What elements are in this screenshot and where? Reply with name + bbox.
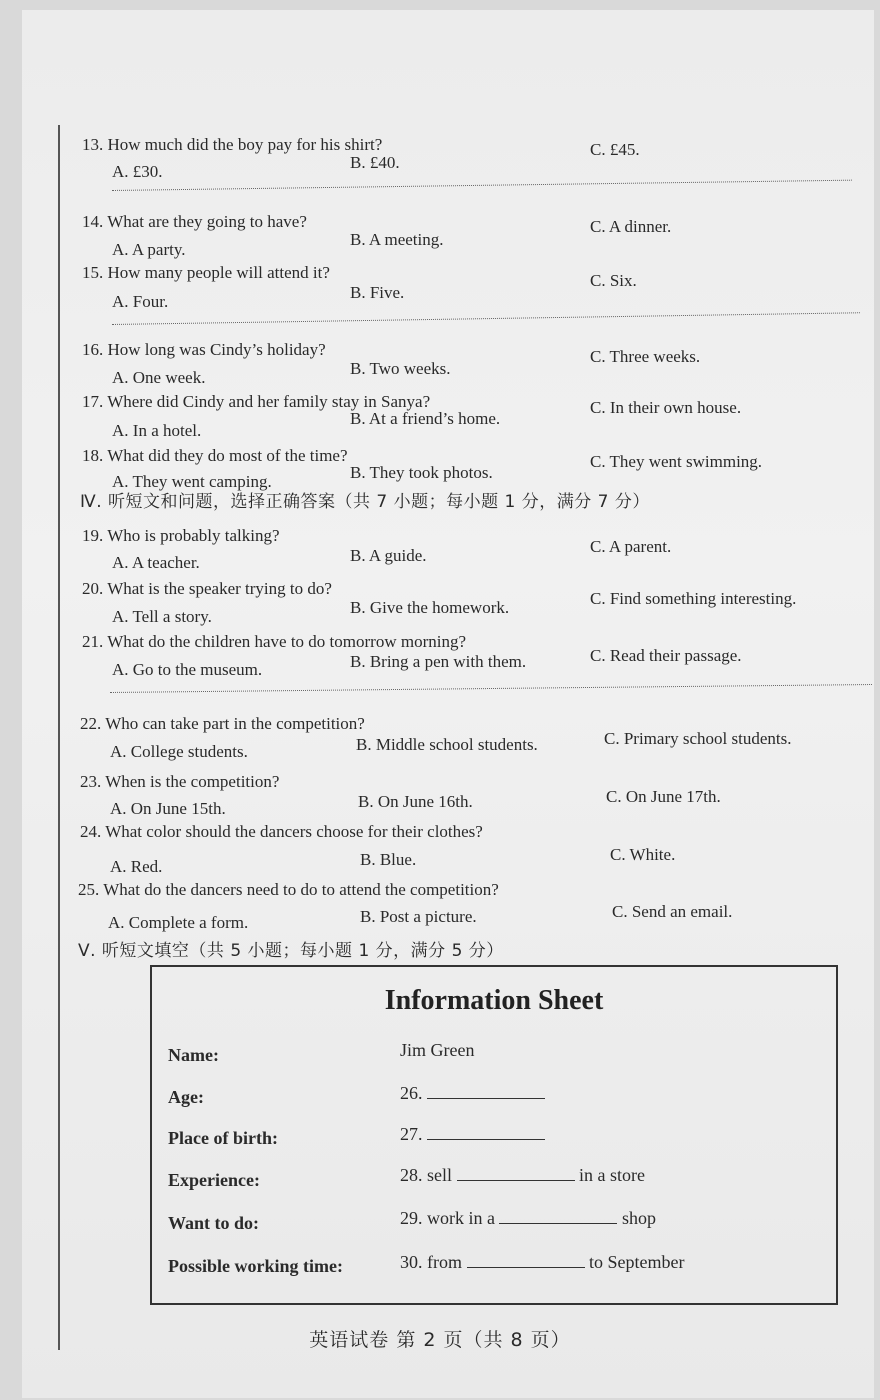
option-b: B. On June 16th.: [358, 792, 473, 811]
answer-blank[interactable]: [457, 1166, 575, 1181]
want-to-do-blank-29: 29. work in a shop: [400, 1208, 656, 1228]
information-sheet: [150, 965, 838, 1305]
option-b: B. Middle school students.: [356, 735, 538, 754]
option-b: B. At a friend’s home.: [350, 409, 501, 428]
name-label: Name:: [168, 1045, 219, 1065]
option-a: A. A party.: [112, 240, 186, 259]
option-c: C. Send an email.: [612, 902, 733, 921]
option-c: C. They went swimming.: [590, 452, 763, 471]
information-sheet-title: Information Sheet: [384, 985, 604, 1016]
option-c: C. A dinner.: [590, 217, 672, 236]
option-a: A. £30.: [112, 162, 163, 181]
option-a: A. They went camping.: [112, 472, 272, 491]
option-b: B. Five.: [350, 283, 405, 302]
option-c: C. Three weeks.: [590, 347, 701, 366]
option-b: B. Post a picture.: [360, 907, 477, 926]
option-a: A. Four.: [112, 292, 169, 311]
option-c: C. Find something interesting.: [590, 589, 797, 608]
age-blank-26: 26.: [400, 1083, 545, 1104]
question-14: 14. What are they going to have?: [82, 212, 307, 231]
option-b: B. A guide.: [350, 546, 427, 565]
section-v-heading: Ⅴ. 听短文填空（共 5 小题；每小题 1 分，满分 5 分）: [78, 941, 504, 961]
question-13: 13. How much did the boy pay for his shirt?: [82, 135, 383, 154]
section-iv-heading: Ⅳ. 听短文和问题，选择正确答案（共 7 小题；每小题 1 分，满分 7 分）: [80, 492, 650, 512]
question-19: 19. Who is probably talking?: [82, 526, 280, 545]
option-a: A. A teacher.: [112, 553, 200, 572]
answer-blank[interactable]: [499, 1209, 617, 1224]
page-footer: 英语试卷 第 2 页（共 8 页）: [309, 1329, 571, 1351]
place-of-birth-label: Place of birth:: [168, 1128, 278, 1148]
answer-blank[interactable]: [427, 1084, 545, 1099]
experience-label: Experience:: [168, 1170, 260, 1190]
option-c: C. Six.: [590, 271, 637, 290]
option-b: B. Bring a pen with them.: [350, 652, 527, 671]
question-16: 16. How long was Cindy’s holiday?: [82, 340, 326, 359]
question-21: 21. What do the children have to do tomorrow morning?: [82, 632, 466, 651]
binding-margin-line: [58, 125, 60, 1350]
question-20: 20. What is the speaker trying to do?: [82, 579, 332, 598]
option-b: B. Two weeks.: [350, 359, 451, 378]
option-a: A. Tell a story.: [112, 607, 212, 626]
working-time-blank-30: 30. from to September: [400, 1252, 685, 1272]
option-a: A. In a hotel.: [112, 421, 202, 440]
answer-blank[interactable]: [427, 1125, 545, 1140]
option-c: C. White.: [610, 845, 676, 864]
answer-blank[interactable]: [467, 1253, 585, 1268]
question-25: 25. What do the dancers need to do to attend the competition?: [78, 880, 499, 899]
option-c: C. On June 17th.: [606, 787, 721, 806]
option-a: A. Red.: [110, 857, 163, 876]
option-c: C. A parent.: [590, 537, 672, 556]
age-label: Age:: [168, 1087, 204, 1107]
option-b: B. They took photos.: [350, 463, 493, 482]
want-to-do-label: Want to do:: [168, 1213, 260, 1233]
option-a: A. Complete a form.: [108, 913, 249, 932]
option-a: A. One week.: [112, 368, 206, 387]
option-b: B. A meeting.: [350, 230, 444, 249]
option-a: A. On June 15th.: [110, 799, 226, 818]
place-of-birth-blank-27: 27.: [400, 1124, 545, 1145]
option-b: B. Give the homework.: [350, 598, 510, 617]
option-a: A. College students.: [110, 742, 248, 761]
option-c: C. Read their passage.: [590, 646, 742, 665]
name-value: Jim Green: [400, 1040, 475, 1060]
question-18: 18. What did they do most of the time?: [82, 446, 348, 465]
question-15: 15. How many people will attend it?: [82, 263, 330, 282]
option-b: B. £40.: [350, 153, 400, 172]
possible-working-time-label: Possible working time:: [168, 1256, 343, 1276]
experience-blank-28: 28. sell in a store: [400, 1165, 645, 1185]
option-c: C. £45.: [590, 140, 640, 159]
question-17: 17. Where did Cindy and her family stay in Sanya?: [82, 392, 431, 411]
option-c: C. In their own house.: [590, 398, 742, 417]
option-b: B. Blue.: [360, 850, 417, 869]
question-23: 23. When is the competition?: [80, 772, 280, 791]
question-24: 24. What color should the dancers choose for their clothes?: [80, 822, 483, 841]
question-22: 22. Who can take part in the competition?: [80, 714, 365, 733]
option-c: C. Primary school students.: [604, 729, 792, 748]
option-a: A. Go to the museum.: [112, 660, 263, 679]
